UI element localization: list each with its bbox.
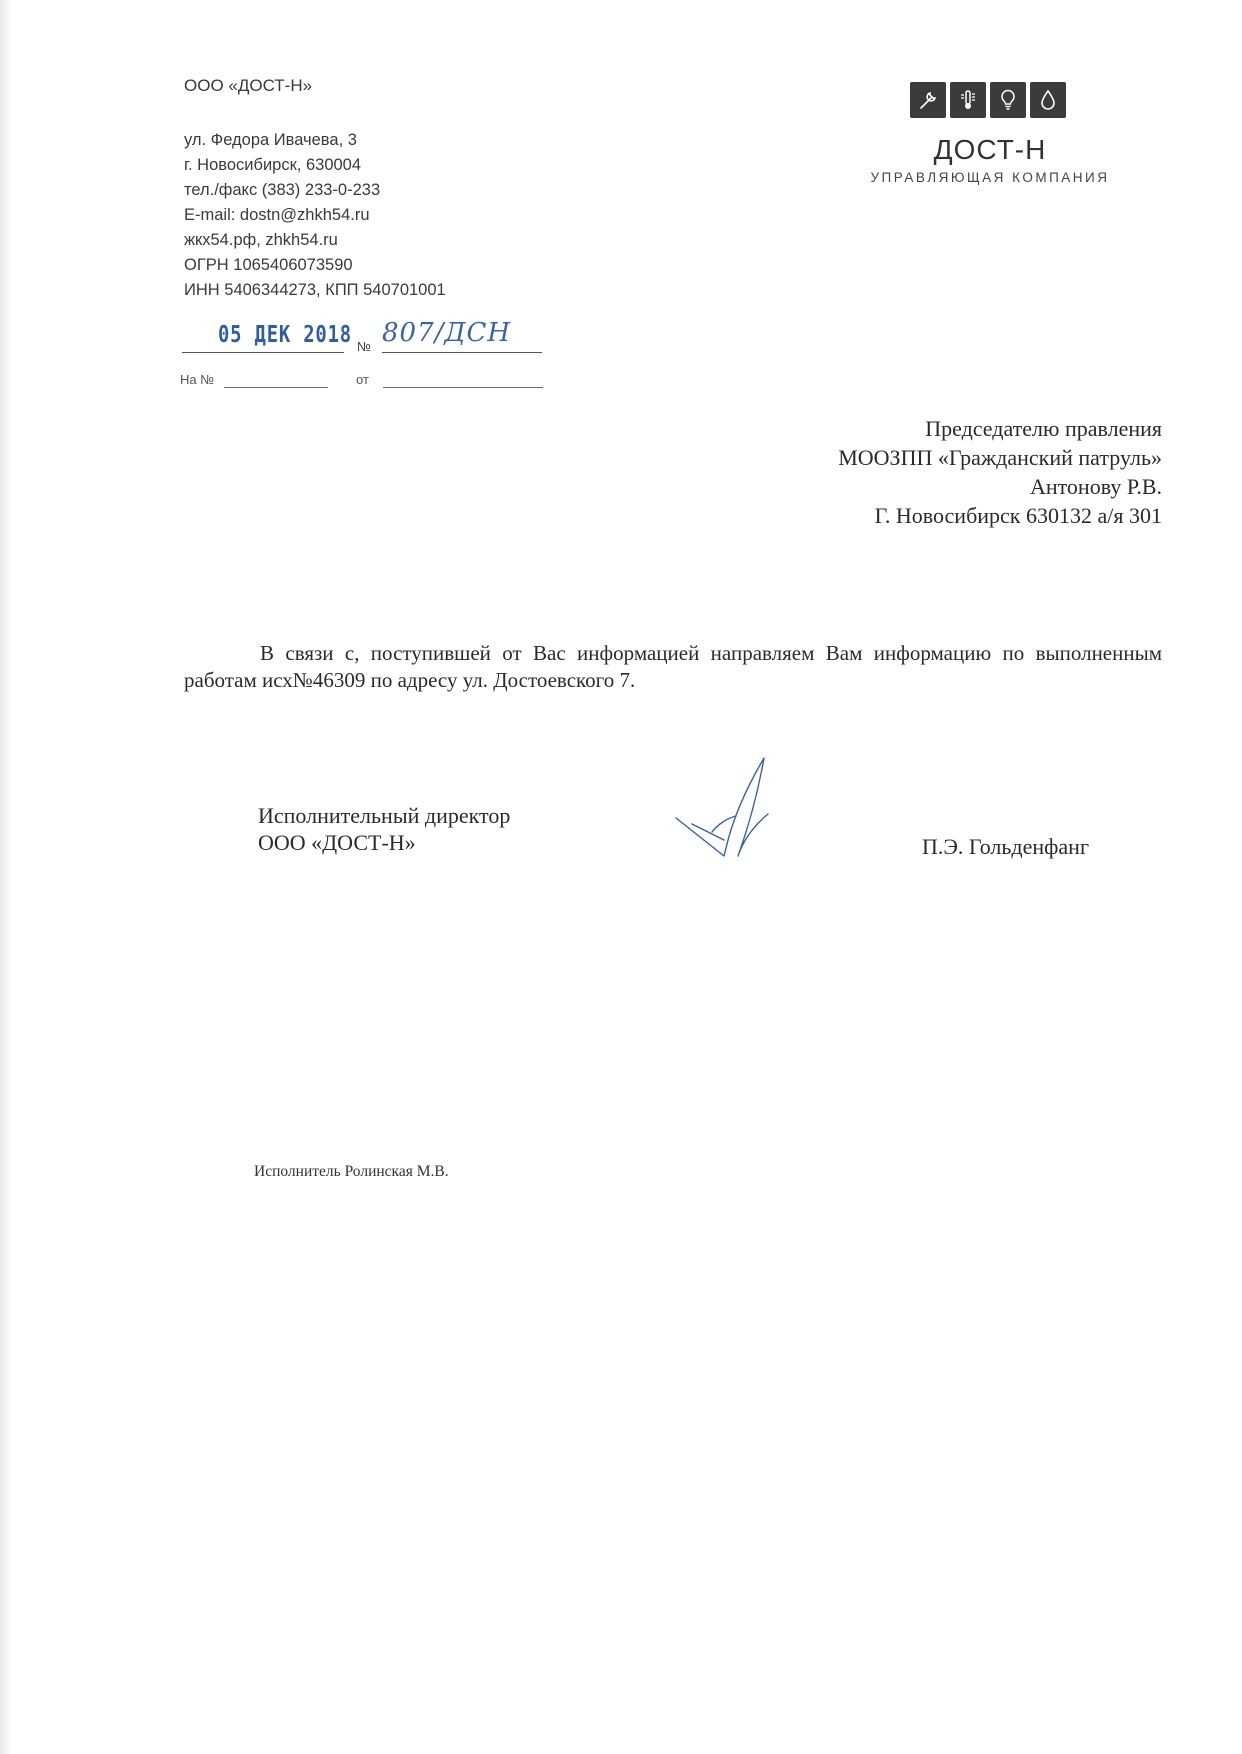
recipient-address: Г. Новосибирск 630132 а/я 301 [874, 503, 1162, 528]
logo-company-name: ДОСТ-Н [933, 134, 1047, 165]
logo-subtitle: УПРАВЛЯЮЩАЯ КОМПАНИЯ [870, 170, 1110, 185]
water-drop-icon [1030, 82, 1066, 118]
number-label: № [357, 339, 371, 354]
signatory-title: Исполнительный директор [258, 803, 511, 828]
recipient-organization: МООЗПП «Гражданский патруль» [838, 445, 1162, 470]
address-website: жкх54.рф, zhkh54.ru [184, 231, 338, 249]
reference-number-line [224, 387, 328, 388]
date-underline [182, 352, 344, 353]
number-underline [382, 352, 542, 353]
reference-date-line [383, 387, 543, 388]
handwritten-number: 807/ДСН [382, 318, 512, 348]
signatory-company: ООО «ДОСТ-Н» [258, 830, 416, 855]
letter-body: В связи с, поступившей от Вас информацией направляем Вам информацию по выполненным работам исх№46309 по адресу ул. Достоевского 7. [184, 641, 1162, 692]
address-street: ул. Федора Ивачева, 3 [184, 131, 357, 149]
signatory-name: П.Э. Гольденфанг [922, 834, 1089, 859]
signatory-position [258, 802, 510, 856]
address-phone: тел./факс (383) 233-0-233 [184, 181, 381, 199]
reference-number-label: На № [180, 372, 215, 387]
scan-edge-shadow [0, 0, 12, 1754]
reference-from-label: от [356, 372, 369, 387]
handwritten-signature [672, 752, 802, 870]
address-city: г. Новосибирск, 630004 [184, 156, 362, 174]
recipient-name: Антонову Р.В. [1029, 474, 1162, 499]
company-logo [850, 82, 1130, 192]
logo-icon-row [910, 82, 1066, 118]
executor-note: Исполнитель Ролинская М.В. [254, 1163, 449, 1180]
address-email: E-mail: dostn@zhkh54.ru [184, 206, 370, 224]
lightbulb-icon [990, 82, 1026, 118]
company-address-block [184, 128, 446, 303]
address-ogrn: ОГРН 1065406073590 [184, 256, 353, 274]
recipient-block [838, 414, 1162, 530]
recipient-title: Председателю правления [925, 416, 1162, 441]
thermometer-icon [950, 82, 986, 118]
wrench-icon [910, 82, 946, 118]
date-stamp: 05 ДЕК 2018 [218, 322, 352, 348]
registration-row [182, 318, 552, 358]
address-inn-kpp: ИНН 5406344273, КПП 540701001 [184, 281, 446, 299]
company-name: ООО «ДОСТ-Н» [184, 76, 313, 95]
reference-row [180, 372, 550, 394]
